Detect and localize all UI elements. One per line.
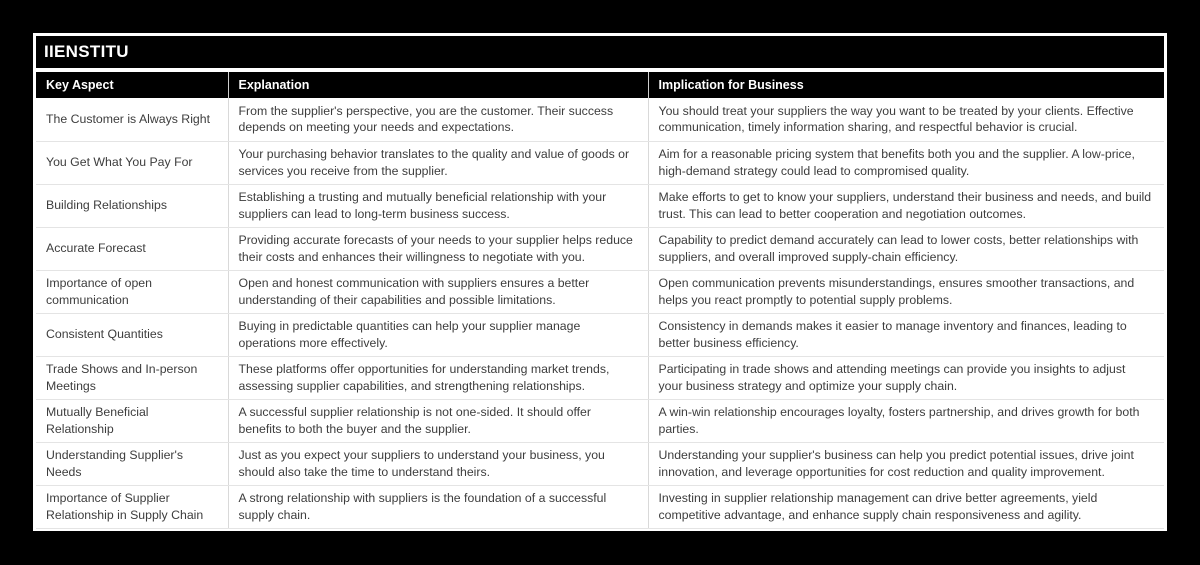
cell-explanation: A strong relationship with suppliers is the foundation of a successful supply chain. (228, 485, 648, 528)
cell-implication: A win-win relationship encourages loyalty, fosters partnership, and drives growth for both parties. (648, 399, 1164, 442)
cell-key-aspect: Mutually Beneficial Relationship (36, 399, 228, 442)
cell-key-aspect: Building Relationships (36, 184, 228, 227)
brand-title: IIENSTITU (44, 42, 129, 61)
cell-explanation: Just as you expect your suppliers to understand your business, you should also take the time to understand theirs. (228, 442, 648, 485)
table-row (36, 313, 1164, 356)
supplier-relationship-table (36, 72, 1164, 529)
cell-implication: Consistency in demands makes it easier to manage inventory and finances, leading to better business efficiency. (648, 313, 1164, 356)
cell-explanation: From the supplier's perspective, you are the customer. Their success depends on meeting your needs and expectations. (228, 98, 648, 141)
table-row (36, 141, 1164, 184)
cell-explanation: Your purchasing behavior translates to the quality and value of goods or services you receive from the supplier. (228, 141, 648, 184)
cell-explanation: These platforms offer opportunities for understanding market trends, assessing supplier capabilities, and strengthening relationships. (228, 356, 648, 399)
table-row (36, 98, 1164, 141)
cell-key-aspect: You Get What You Pay For (36, 141, 228, 184)
cell-implication: You should treat your suppliers the way you want to be treated by your clients. Effective communication, timely information sharing, and respectful behavior is crucial. (648, 98, 1164, 141)
cell-implication: Investing in supplier relationship management can drive better agreements, yield competitive advantage, and enhance supply chain responsiveness and agility. (648, 485, 1164, 528)
cell-key-aspect: Understanding Supplier's Needs (36, 442, 228, 485)
column-header-explanation: Explanation (228, 72, 648, 98)
table-header-row (36, 72, 1164, 98)
cell-key-aspect: Trade Shows and In-person Meetings (36, 356, 228, 399)
column-header-implication: Implication for Business (648, 72, 1164, 98)
table-row (36, 485, 1164, 528)
cell-explanation: Buying in predictable quantities can help your supplier manage operations more effectively. (228, 313, 648, 356)
cell-key-aspect: Importance of open communication (36, 270, 228, 313)
brand-bar (36, 36, 1164, 68)
column-header-key-aspect: Key Aspect (36, 72, 228, 98)
content-card (33, 33, 1167, 531)
cell-implication: Understanding your supplier's business can help you predict potential issues, drive joint innovation, and leverage opportunities for cost reduction and quality improvement. (648, 442, 1164, 485)
cell-explanation: Open and honest communication with suppliers ensures a better understanding of their capabilities and possible limitations. (228, 270, 648, 313)
cell-implication: Open communication prevents misunderstandings, ensures smoother transactions, and helps you react promptly to potential supply problems. (648, 270, 1164, 313)
table-row (36, 227, 1164, 270)
cell-key-aspect: The Customer is Always Right (36, 98, 228, 141)
cell-key-aspect: Importance of Supplier Relationship in Supply Chain (36, 485, 228, 528)
table-row (36, 356, 1164, 399)
cell-explanation: A successful supplier relationship is not one-sided. It should offer benefits to both the buyer and the supplier. (228, 399, 648, 442)
cell-implication: Make efforts to get to know your suppliers, understand their business and needs, and build trust. This can lead to better cooperation and negotiation outcomes. (648, 184, 1164, 227)
table-row (36, 399, 1164, 442)
cell-explanation: Establishing a trusting and mutually beneficial relationship with your suppliers can lead to long-term business success. (228, 184, 648, 227)
cell-implication: Participating in trade shows and attending meetings can provide you insights to adjust your business strategy and optimize your supply chain. (648, 356, 1164, 399)
table-row (36, 184, 1164, 227)
table-body (36, 98, 1164, 528)
cell-key-aspect: Consistent Quantities (36, 313, 228, 356)
table-row (36, 442, 1164, 485)
cell-explanation: Providing accurate forecasts of your needs to your supplier helps reduce their costs and enhances their willingness to negotiate with you. (228, 227, 648, 270)
table-row (36, 270, 1164, 313)
cell-implication: Capability to predict demand accurately can lead to lower costs, better relationships with suppliers, and overall improved supply-chain efficiency. (648, 227, 1164, 270)
cell-key-aspect: Accurate Forecast (36, 227, 228, 270)
cell-implication: Aim for a reasonable pricing system that benefits both you and the supplier. A low-price, high-demand strategy could lead to compromised quality. (648, 141, 1164, 184)
